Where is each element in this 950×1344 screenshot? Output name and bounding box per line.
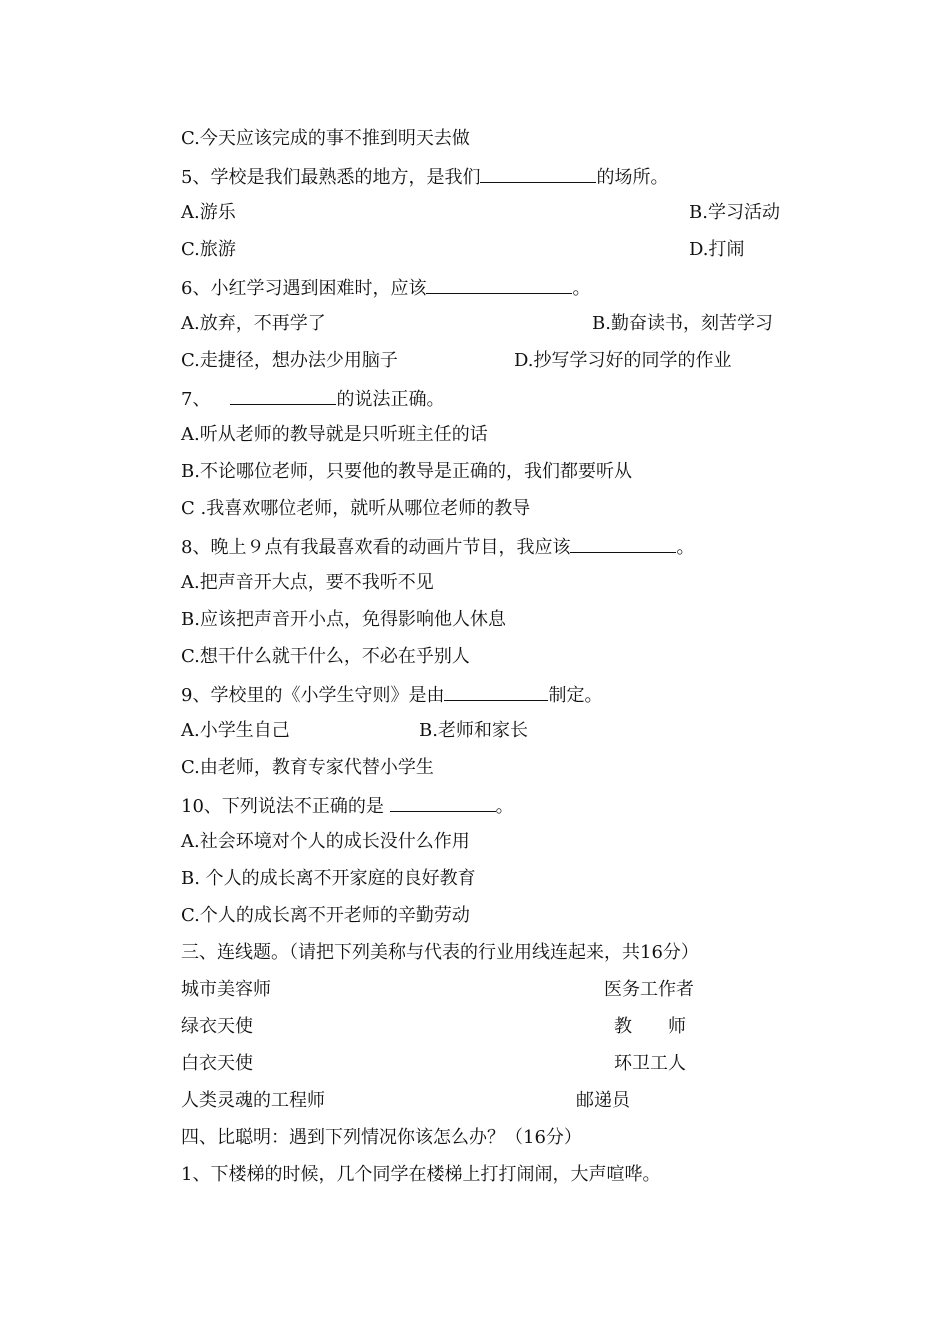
question-5-option-d: D.打闹 bbox=[689, 239, 745, 260]
question-8-option-b: B.应该把声音开小点，免得影响他人休息 bbox=[181, 609, 506, 630]
question-8-tail: 。 bbox=[676, 537, 695, 558]
question-7-option-b: B.不论哪位老师，只要他的教导是正确的，我们都要听从 bbox=[181, 461, 632, 482]
question-5-blank bbox=[480, 164, 596, 183]
question-7 bbox=[181, 386, 444, 412]
question-9-text: 9、学校里的《小学生守则》是由 bbox=[181, 685, 445, 706]
q4-option-c: C.今天应该完成的事不推到明天去做 bbox=[181, 128, 470, 149]
question-9 bbox=[181, 682, 602, 708]
question-5-option-a: A.游乐 bbox=[181, 202, 236, 223]
question-8-blank bbox=[570, 534, 676, 553]
question-5-text: 5、学校是我们最熟悉的地方，是我们 bbox=[181, 167, 481, 188]
question-8-text: 8、晚上９点有我最喜欢看的动画片节目，我应该 bbox=[181, 537, 571, 558]
question-6-option-c: C.走捷径，想办法少用脑子 bbox=[181, 350, 398, 371]
matching-left-1: 城市美容师 bbox=[181, 979, 271, 1000]
question-6-blank bbox=[426, 275, 572, 294]
question-6-option-a: A.放弃，不再学了 bbox=[181, 313, 326, 334]
question-9-option-b: B.老师和家长 bbox=[419, 720, 528, 741]
matching-right-3: 环卫工人 bbox=[614, 1053, 686, 1074]
question-6-option-b: B.勤奋读书，刻苦学习 bbox=[592, 313, 773, 334]
section-4-heading: 四、比聪明：遇到下列情况你该怎么办？（16分） bbox=[181, 1127, 582, 1148]
matching-left-3: 白衣天使 bbox=[181, 1053, 253, 1074]
matching-right-1: 医务工作者 bbox=[604, 979, 694, 1000]
question-10-option-c: C.个人的成长离不开老师的辛勤劳动 bbox=[181, 905, 470, 926]
question-7-blank bbox=[230, 386, 336, 405]
section-3-heading: 三、连线题。（请把下列美称与代表的行业用线连起来，共16分） bbox=[181, 942, 699, 963]
question-10-text: 10、下列说法不正确的是 bbox=[181, 796, 390, 817]
question-10-option-a: A.社会环境对个人的成长没什么作用 bbox=[181, 831, 470, 852]
question-6 bbox=[181, 275, 590, 301]
question-8-option-c: C.想干什么就干什么，不必在乎别人 bbox=[181, 646, 470, 667]
question-9-option-a: A.小学生自己 bbox=[181, 720, 290, 741]
question-10-tail: 。 bbox=[495, 796, 514, 817]
question-5-option-c: C.旅游 bbox=[181, 239, 236, 260]
question-8-option-a: A.把声音开大点，要不我听不见 bbox=[181, 572, 434, 593]
question-5 bbox=[181, 164, 668, 190]
question-6-option-d: D.抄写学习好的同学的作业 bbox=[514, 350, 732, 371]
question-7-option-a: A.听从老师的教导就是只听班主任的话 bbox=[181, 424, 488, 445]
question-9-blank bbox=[444, 682, 548, 701]
matching-left-2: 绿衣天使 bbox=[181, 1016, 253, 1037]
matching-right-4: 邮递员 bbox=[576, 1090, 630, 1111]
section-4-question-1: 1、下楼梯的时候，几个同学在楼梯上打打闹闹，大声喧哗。 bbox=[181, 1164, 661, 1185]
matching-left-4: 人类灵魂的工程师 bbox=[181, 1090, 325, 1111]
question-7-option-c: C .我喜欢哪位老师，就听从哪位老师的教导 bbox=[181, 498, 531, 519]
question-10-blank bbox=[390, 793, 496, 812]
question-7-number: 7、 bbox=[181, 389, 211, 410]
matching-right-2: 教 师 bbox=[614, 1016, 686, 1037]
question-10-option-b: B. 个人的成长离不开家庭的良好教育 bbox=[181, 868, 476, 889]
question-9-tail: 制定。 bbox=[548, 685, 603, 706]
question-9-option-c: C.由老师，教育专家代替小学生 bbox=[181, 757, 434, 778]
question-6-tail: 。 bbox=[572, 278, 591, 299]
question-6-text: 6、小红学习遇到困难时，应该 bbox=[181, 278, 427, 299]
question-7-tail: 的说法正确。 bbox=[336, 389, 445, 410]
question-10 bbox=[181, 793, 514, 819]
question-5-tail: 的场所。 bbox=[596, 167, 669, 188]
question-5-option-b: B.学习活动 bbox=[689, 202, 780, 223]
question-8 bbox=[181, 534, 694, 560]
